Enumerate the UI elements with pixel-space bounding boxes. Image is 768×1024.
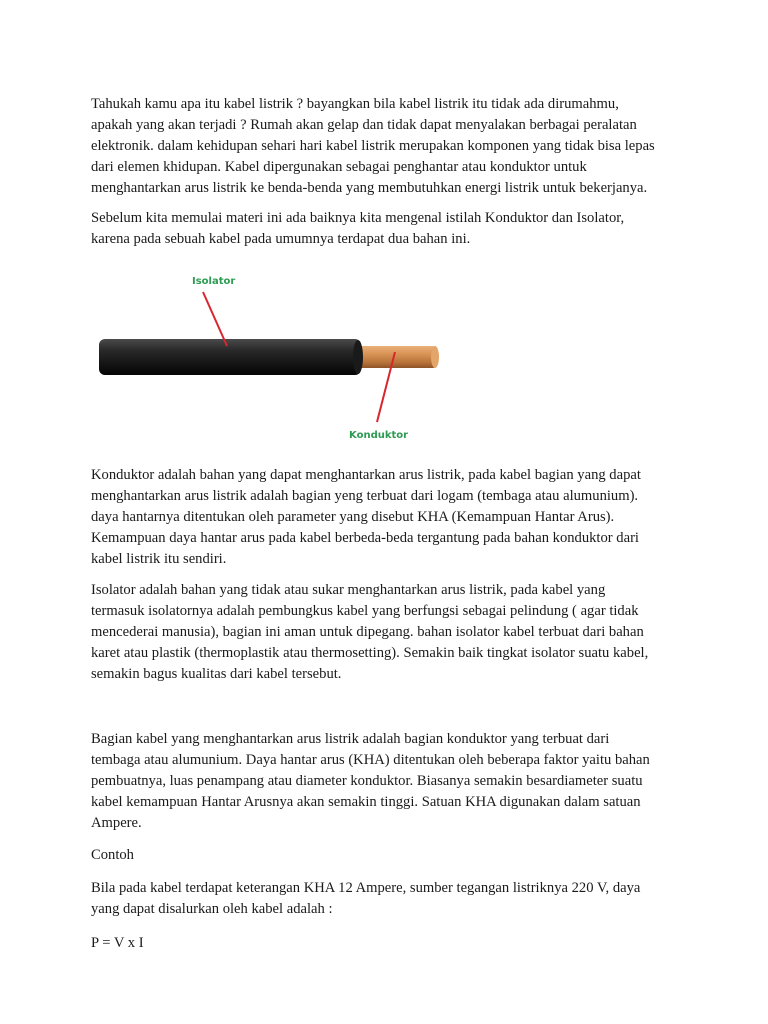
isolator-label: Isolator: [192, 276, 236, 287]
konduktor-label: Konduktor: [349, 430, 409, 441]
isolator-pointer: [203, 292, 227, 346]
paragraph-line: menghantarkan arus listrik ke benda-benda yang membutuhkan energi listrik untuk bekerjanya.: [91, 180, 648, 196]
paragraph-line: Isolator adalah bahan yang tidak atau sukar menghantarkan arus listrik, pada kabel yang: [91, 582, 606, 598]
paragraph-intro: [91, 94, 691, 199]
paragraph-kha: [91, 729, 691, 834]
cable-diagram: [95, 262, 455, 448]
paragraph-line: elektronik. dalam kehidupan sehari hari kabel listrik merupakan komponen yang tidak bisa lepas: [91, 138, 655, 154]
paragraph-line: apakah yang akan terjadi ? Rumah akan gelap dan tidak dapat menyalakan berbagai peralatan: [91, 117, 637, 133]
insulation-end: [353, 340, 363, 374]
paragraph-contoh-heading: [91, 845, 691, 866]
paragraph-line: menghantarkan arus listrik adalah bagian yeng terbuat dari logam (tembaga atau alumunium).: [91, 488, 639, 504]
paragraph-line: Tahukah kamu apa itu kabel listrik ? bayangkan bila kabel listrik itu tidak ada dirumahmu,: [91, 96, 619, 112]
paragraph-line: Bila pada kabel terdapat keterangan KHA 12 Ampere, sumber tegangan listriknya 220 V, daya: [91, 880, 641, 896]
paragraph-konduktor: [91, 465, 691, 570]
paragraph-line: Ampere.: [91, 815, 142, 831]
paragraph-line: karena pada sebuah kabel pada umumnya terdapat dua bahan ini.: [91, 231, 471, 247]
paragraph-line: pembuatnya, luas penampang atau diameter konduktor. Biasanya semakin besardiameter suatu: [91, 773, 643, 789]
paragraph-line: karet atau plastik (thermoplastik atau thermosetting). Semakin baik tingkat isolator suatu kabel,: [91, 645, 649, 661]
paragraph-line: Konduktor adalah bahan yang dapat menghantarkan arus listrik, pada kabel bagian yang dapat: [91, 467, 641, 483]
paragraph-conductor-insulator-intro: [91, 208, 691, 250]
paragraph-line: tembaga atau alumunium. Daya hantar arus (KHA) ditentukan oleh beberapa faktor yaitu bahan: [91, 752, 650, 768]
paragraph-line: Contoh: [91, 847, 134, 863]
paragraph-line: P = V x I: [91, 935, 144, 951]
paragraph-line: termasuk isolatornya adalah pembungkus kabel yang berfungsi sebagai pelindung ( agar tidak: [91, 603, 639, 619]
paragraph-formula: [91, 933, 691, 954]
paragraph-line: Kemampuan daya hantar arus pada kabel berbeda-beda tergantung pada bahan konduktor dari: [91, 530, 639, 546]
paragraph-line: Bagian kabel yang menghantarkan arus listrik adalah bagian konduktor yang terbuat dari: [91, 731, 610, 747]
paragraph-line: mencederai manusia), bagian ini aman untuk dipegang. bahan isolator kabel terbuat dari bahan: [91, 624, 644, 640]
paragraph-line: kabel listrik itu sendiri.: [91, 551, 227, 567]
paragraph-example: [91, 878, 691, 920]
paragraph-line: yang dapat disalurkan oleh kabel adalah :: [91, 901, 333, 917]
conductor-end: [431, 346, 439, 368]
paragraph-line: kabel kemampuan Hantar Arusnya akan semakin tinggi. Satuan KHA digunakan dalam satuan: [91, 794, 641, 810]
cable-diagram-svg: [95, 262, 455, 448]
paragraph-line: semakin bagus kualitas dari kabel tersebut.: [91, 666, 342, 682]
paragraph-isolator: [91, 580, 691, 685]
cable-insulation: [99, 339, 361, 375]
paragraph-line: dari elemen khidupan. Kabel dipergunakan sebagai penghantar atau konduktor untuk: [91, 159, 587, 175]
paragraph-line: daya hantarnya ditentukan oleh parameter yang disebut KHA (Kemampuan Hantar Arus).: [91, 509, 615, 525]
paragraph-line: Sebelum kita memulai materi ini ada baiknya kita mengenal istilah Konduktor dan Isolator,: [91, 210, 625, 226]
